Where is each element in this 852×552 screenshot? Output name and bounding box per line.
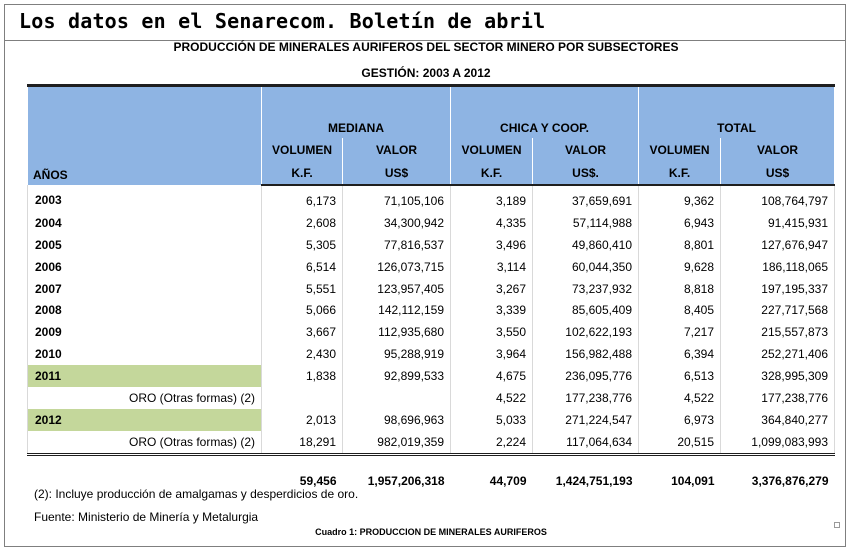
cell: 57,114,988 [533,212,639,234]
cell: 71,105,106 [343,185,451,212]
square-icon [834,522,840,528]
cell: 117,064,634 [533,431,639,454]
cell: 3,267 [451,278,533,300]
group-header-total: TOTAL [639,86,835,139]
cell: 7,217 [639,321,721,343]
table-row [28,321,835,343]
cell: 9,628 [639,256,721,278]
table-row [28,343,835,365]
cell: 3,496 [451,234,533,256]
source-note: Fuente: Ministerio de Minería y Metalurgia [34,510,259,524]
table-row [28,234,835,256]
sub-header: VALOR [343,138,451,161]
cell: 6,513 [639,365,721,387]
cell: 6,973 [639,409,721,431]
unit-header: K.F. [639,161,721,185]
cell: 123,957,405 [343,278,451,300]
table-row [28,185,835,212]
cell: 127,676,947 [721,234,835,256]
footnote: (2): Incluye producción de amalgamas y desperdicios de oro. [34,487,359,501]
cell: 328,995,309 [721,365,835,387]
total-cell: 44,709 [489,473,527,488]
total-cell: 1,957,206,318 [367,473,445,488]
cell: 5,305 [262,234,343,256]
unit-header: K.F. [451,161,533,185]
cell: 3,114 [451,256,533,278]
cell: 108,764,797 [721,185,835,212]
cell: 3,964 [451,343,533,365]
cell: 77,816,537 [343,234,451,256]
cell: 2,608 [262,212,343,234]
cell: 156,982,488 [533,343,639,365]
cell: 5,033 [451,409,533,431]
cell: 364,840,277 [721,409,835,431]
row-label: 2009 [28,321,262,343]
production-table [27,84,835,490]
unit-header: US$ [721,161,835,185]
page-title: Los datos en el Senarecom. Boletín de abril [19,9,546,33]
row-label: 2012 [28,409,262,431]
cell: 177,238,776 [533,387,639,409]
row-label: 2011 [28,365,262,387]
group-header-chica: CHICA Y COOP. [451,86,639,139]
cell: 8,818 [639,278,721,300]
table-row [28,365,835,387]
cell: 2,013 [262,409,343,431]
cell: 3,550 [451,321,533,343]
table-row [28,256,835,278]
cell: 49,860,410 [533,234,639,256]
years-header: AÑOS [28,86,262,186]
cell: 186,118,065 [721,256,835,278]
totals-label-cell [28,454,262,490]
cell: 60,044,350 [533,256,639,278]
sub-header: VOLUMEN [262,138,343,161]
document-title: PRODUCCIÓN DE MINERALES AURIFEROS DEL SECTOR MINERO POR SUBSECTORES [173,40,679,54]
cell: 102,622,193 [533,321,639,343]
cell: 95,288,919 [343,343,451,365]
cell: 3,667 [262,321,343,343]
sub-header: VOLUMEN [451,138,533,161]
cell: 18,291 [262,431,343,454]
row-label: 2007 [28,278,262,300]
cell: 34,300,942 [343,212,451,234]
cell: 177,238,776 [721,387,835,409]
cell: 2,224 [451,431,533,454]
cell: 73,237,932 [533,278,639,300]
cell: 142,112,159 [343,299,451,321]
cell: 4,522 [451,387,533,409]
table-row [28,387,835,409]
row-label: 2005 [28,234,262,256]
cell: 3,339 [451,299,533,321]
cell: 6,943 [639,212,721,234]
cell: 92,899,533 [343,365,451,387]
cell: 9,362 [639,185,721,212]
cell: 197,195,337 [721,278,835,300]
unit-header: US$ [343,161,451,185]
header-bar [5,5,845,41]
sub-header: VALOR [721,138,835,161]
cell [262,387,343,409]
cell: 6,394 [639,343,721,365]
document-subtitle: GESTIÓN: 2003 A 2012 [361,66,491,80]
cell: 20,515 [639,431,721,454]
cell: 1,838 [262,365,343,387]
cell: 85,605,409 [533,299,639,321]
total-cell: 59,456 [299,473,337,488]
cell: 4,335 [451,212,533,234]
table-row [28,278,835,300]
group-header-mediana: MEDIANA [262,86,451,139]
row-label: ORO (Otras formas) (2) [28,431,262,454]
cell [343,387,451,409]
row-label: ORO (Otras formas) (2) [28,387,262,409]
cell: 6,514 [262,256,343,278]
total-cell: 104,091 [671,473,715,488]
cell: 2,430 [262,343,343,365]
cell: 982,019,359 [343,431,451,454]
cell: 4,675 [451,365,533,387]
cell: 6,173 [262,185,343,212]
unit-header: US$. [533,161,639,185]
cell: 271,224,547 [533,409,639,431]
cell: 91,415,931 [721,212,835,234]
table-row [28,431,835,454]
table-caption: Cuadro 1: PRODUCCION DE MINERALES AURIFEROS [315,527,547,537]
sub-header: VALOR [533,138,639,161]
cell: 1,099,083,993 [721,431,835,454]
total-cell: 1,424,751,193 [555,473,633,488]
cell: 4,522 [639,387,721,409]
cell: 37,659,691 [533,185,639,212]
cell: 5,551 [262,278,343,300]
cell: 215,557,873 [721,321,835,343]
cell: 8,405 [639,299,721,321]
table-row [28,299,835,321]
row-label: 2003 [28,185,262,212]
row-label: 2004 [28,212,262,234]
cell: 98,696,963 [343,409,451,431]
totals-row [28,454,835,490]
table-row [28,212,835,234]
cell: 5,066 [262,299,343,321]
row-label: 2006 [28,256,262,278]
total-cell: 3,376,876,279 [751,473,829,488]
cell: 252,271,406 [721,343,835,365]
cell: 126,073,715 [343,256,451,278]
cell: 112,935,680 [343,321,451,343]
cell: 3,189 [451,185,533,212]
cell: 236,095,776 [533,365,639,387]
table-row [28,409,835,431]
unit-header: K.F. [262,161,343,185]
row-label: 2010 [28,343,262,365]
row-label: 2008 [28,299,262,321]
cell: 8,801 [639,234,721,256]
sub-header: VOLUMEN [639,138,721,161]
cell: 227,717,568 [721,299,835,321]
